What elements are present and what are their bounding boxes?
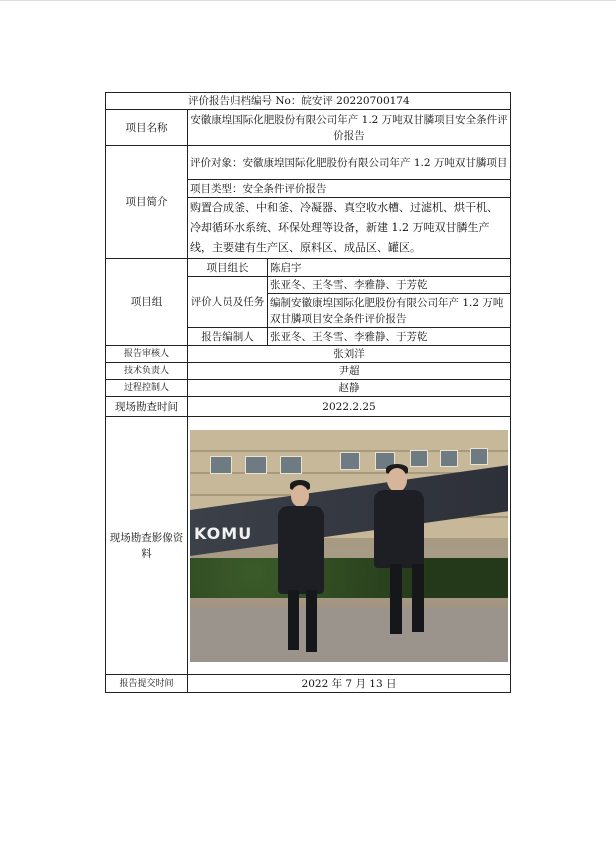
members-task: 编制安徽康堭国际化肥股份有限公司年产 1.2 万吨双甘膦项目安全条件评价报告 [268, 294, 511, 328]
building-window [470, 448, 488, 465]
compilers-label: 报告编制人 [188, 328, 268, 346]
members-label: 评价人员及任务 [188, 277, 268, 328]
project-name-value: 安徽康堭国际化肥股份有限公司年产 1.2 万吨双甘膦项目安全条件评价报告 [188, 110, 511, 146]
building-window [280, 456, 302, 474]
building-window [245, 456, 267, 474]
project-description: 购置合成釜、中和釜、冷凝器、真空收水槽、过滤机、烘干机、冷却循环水系统、环保处理等设备，新建 1.2 万吨双甘膦生产线，主要建有生产区、原料区、成品区、罐区。 [188, 198, 511, 259]
submit-time-label: 报告提交时间 [106, 675, 188, 693]
building-window [410, 450, 428, 467]
survey-photo-cell [188, 417, 511, 675]
page-edge [0, 0, 616, 1]
process-controller-value: 赵静 [188, 380, 511, 397]
site-survey-photo [190, 430, 508, 662]
archive-number-line: 评价报告归档编号 No：皖安评 20220700174 [106, 93, 511, 110]
person-leg [288, 590, 299, 650]
person-left-coat [278, 506, 324, 594]
person-right-jacket [374, 490, 424, 568]
members-value: 张亚冬、王冬雪、李雅静、于芳乾 [268, 277, 511, 294]
project-name-label: 项目名称 [106, 110, 188, 146]
survey-photo-label: 现场勘查影像资料 [106, 417, 188, 675]
road [190, 608, 508, 662]
person-head [387, 468, 407, 492]
tech-lead-label: 技术负责人 [106, 363, 188, 380]
leader-label: 项目组长 [188, 259, 268, 277]
building-window [440, 450, 458, 467]
person-leg [412, 564, 424, 632]
building-window [210, 456, 232, 474]
team-label: 项目组 [106, 259, 188, 346]
evaluation-object: 评价对象：安徽康堭国际化肥股份有限公司年产 1.2 万吨双甘膦项目 [188, 146, 511, 180]
survey-time-value: 2022.2.25 [188, 397, 511, 417]
reviewer-value: 张刘洋 [188, 346, 511, 363]
building-window [340, 452, 360, 470]
process-controller-label: 过程控制人 [106, 380, 188, 397]
compilers-value: 张亚冬、王冬雪、李雅静、于芳乾 [268, 328, 511, 346]
company-sign-text: KOMU [194, 523, 253, 543]
evaluation-report-form [105, 92, 511, 693]
project-type: 项目类型：安全条件评价报告 [188, 180, 511, 198]
person-leg [306, 590, 317, 652]
person-leg [390, 564, 402, 634]
submit-time-value: 2022 年 7 月 13 日 [188, 675, 511, 693]
survey-time-label: 现场勘查时间 [106, 397, 188, 417]
reviewer-label: 报告审核人 [106, 346, 188, 363]
tech-lead-value: 尹超 [188, 363, 511, 380]
person-head [291, 485, 309, 507]
project-intro-label: 项目简介 [106, 146, 188, 259]
leader-value: 陈启宇 [268, 259, 511, 277]
